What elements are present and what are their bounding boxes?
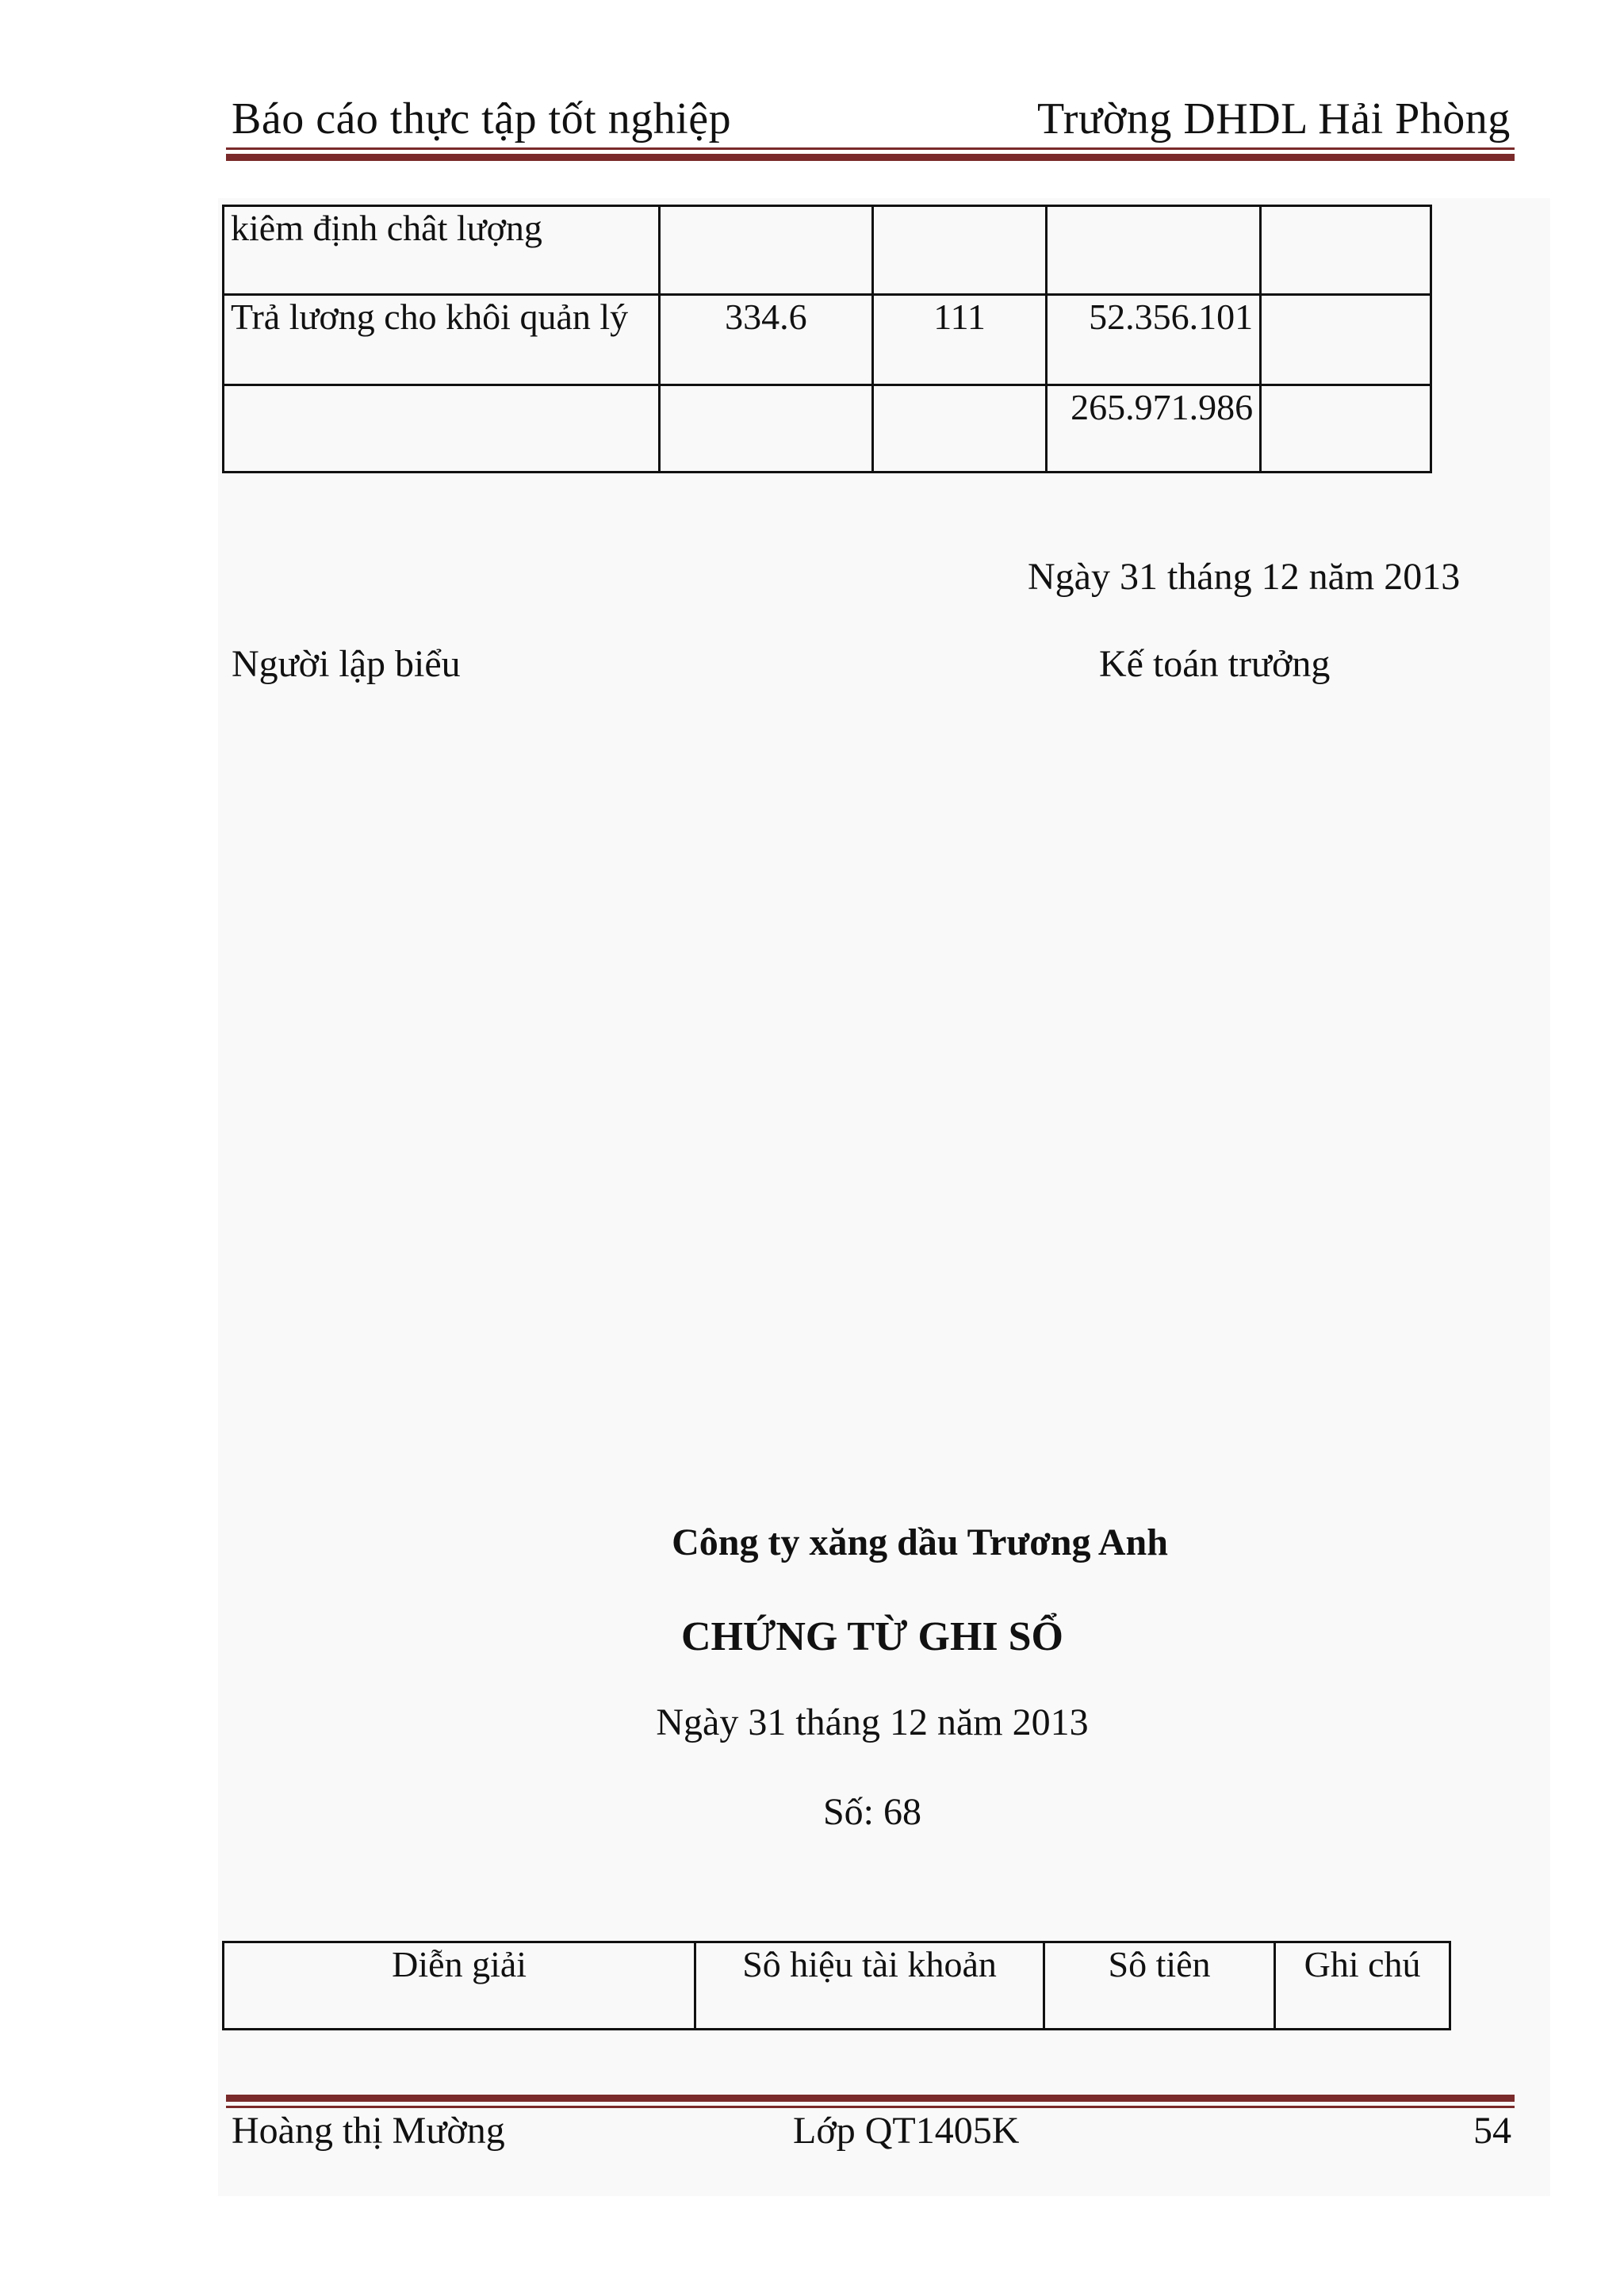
- table-cell: [1261, 385, 1431, 473]
- table-cell: [1261, 206, 1431, 295]
- voucher-title: CHỨNG TỪ GHI SỔ: [680, 1614, 1063, 1659]
- header-report-title: Báo cáo thực tập tốt nghiệp: [232, 94, 732, 144]
- table-row: [224, 206, 1431, 295]
- header-rule-thick: [226, 154, 1515, 161]
- table-row: [224, 295, 1431, 385]
- table-cell: 265.971.986: [1047, 385, 1261, 473]
- signoff-date: Ngày 31 tháng 12 năm 2013: [1028, 556, 1461, 598]
- table-cell: [659, 206, 872, 295]
- column-header: Sô tiên: [1044, 1942, 1274, 2030]
- table-cell: 334.6: [659, 295, 872, 385]
- table-cell: kiêm định chât lượng: [224, 206, 660, 295]
- column-header: Diễn giải: [224, 1942, 695, 2030]
- table-cell: [872, 385, 1046, 473]
- header-rule-thin: [226, 147, 1515, 150]
- footer-author: Hoàng thị Mường: [232, 2110, 505, 2152]
- entries-table-continued: [222, 205, 1432, 473]
- column-header: Ghi chú: [1275, 1942, 1450, 2030]
- table-cell: [224, 385, 660, 473]
- table-cell: [659, 385, 872, 473]
- table-cell: 111: [872, 295, 1046, 385]
- table-header-row: [224, 1942, 1450, 2030]
- chief-accountant-label: Kế toán trưởng: [1099, 643, 1331, 685]
- content-area: [218, 198, 1550, 2196]
- column-header: Sô hiệu tài khoản: [695, 1942, 1044, 2030]
- voucher-date: Ngày 31 tháng 12 năm 2013: [656, 1701, 1089, 1743]
- voucher-number: Số: 68: [822, 1791, 922, 1833]
- table-cell: 52.356.101: [1047, 295, 1261, 385]
- table-cell: [1261, 295, 1431, 385]
- voucher-table: [222, 1941, 1451, 2030]
- page-number: 54: [1473, 2110, 1511, 2152]
- preparer-label: Người lập biểu: [232, 643, 461, 685]
- table-cell: [872, 206, 1046, 295]
- company-name: Công ty xăng dầu Trương Anh: [672, 1521, 1168, 1563]
- table-row: [224, 385, 1431, 473]
- footer-rule-thin: [226, 2106, 1515, 2108]
- table-cell: Trả lương cho khôi quản lý: [224, 295, 660, 385]
- footer-rule-thick: [226, 2095, 1515, 2102]
- footer-class: Lớp QT1405K: [793, 2110, 1020, 2152]
- header-school-name: Trường DHDL Hải Phòng: [1037, 94, 1511, 144]
- table-cell: [1047, 206, 1261, 295]
